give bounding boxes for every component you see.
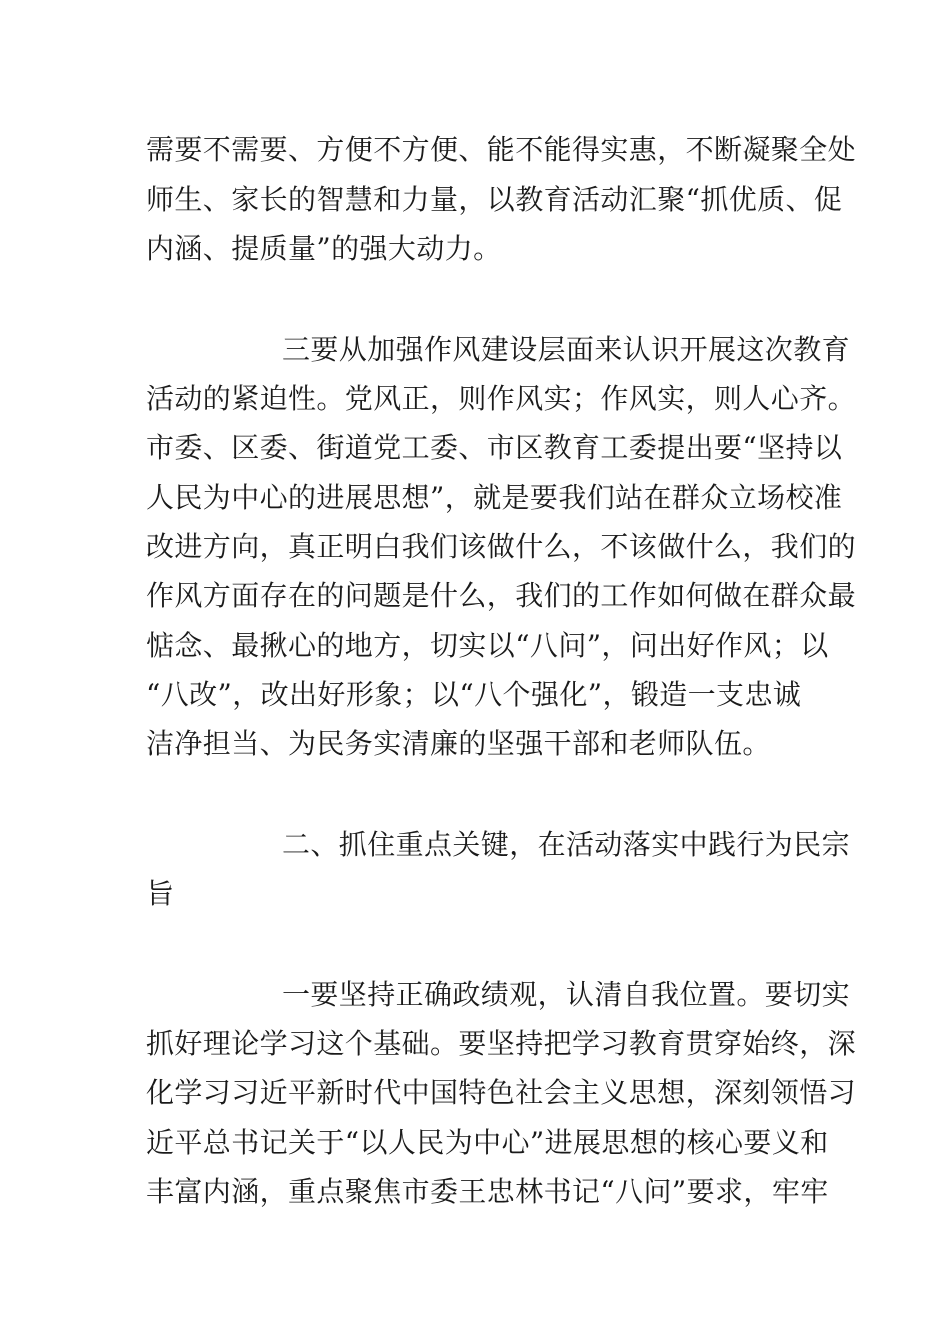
text-line: 活动的紧迫性。党风正，则作风实；作风实，则人心齐。 — [146, 382, 857, 415]
text-line: 一要坚持正确政绩观，认清自我位置。要切实 — [282, 978, 851, 1011]
text-line: 需要不需要、方便不方便、能不能得实惠，不断凝聚全处 — [146, 133, 857, 166]
text-line: 改进方向，真正明白我们该做什么，不该做什么，我们的 — [146, 530, 857, 563]
text-line: 市委、区委、街道党工委、市区教育工委提出要“坚持以 — [146, 431, 843, 464]
text-line: 抓好理论学习这个基础。要坚持把学习教育贯穿始终，深 — [146, 1027, 857, 1060]
text-line: 近平总书记关于“以人民为中心”进展思想的核心要义和 — [146, 1126, 829, 1159]
text-line: 三要从加强作风建设层面来认识开展这次教育 — [282, 333, 851, 366]
text-line: 洁净担当、为民务实清廉的坚强干部和老师队伍。 — [146, 727, 771, 760]
text-line: 内涵、提质量”的强大动力。 — [146, 232, 502, 265]
text-line: “八改”，改出好形象；以“八个强化”，锻造一支忠诚 — [146, 678, 802, 711]
text-line: 师生、家长的智慧和力量，以教育活动汇聚“抓优质、促 — [146, 183, 843, 216]
heading-line: 二、抓住重点关键，在活动落实中践行为民宗 — [282, 828, 851, 861]
text-line: 人民为中心的进展思想”，就是要我们站在群众立场校准 — [146, 481, 843, 514]
text-line: 化学习习近平新时代中国特色社会主义思想，深刻领悟习 — [146, 1076, 857, 1109]
text-line: 惦念、最揪心的地方，切实以“八问”，问出好作风；以 — [146, 629, 829, 662]
text-line: 丰富内涵，重点聚焦市委王忠林书记“八问”要求，牢牢 — [146, 1175, 829, 1208]
text-line: 作风方面存在的问题是什么，我们的工作如何做在群众最 — [146, 579, 857, 612]
heading-line: 旨 — [146, 877, 175, 910]
